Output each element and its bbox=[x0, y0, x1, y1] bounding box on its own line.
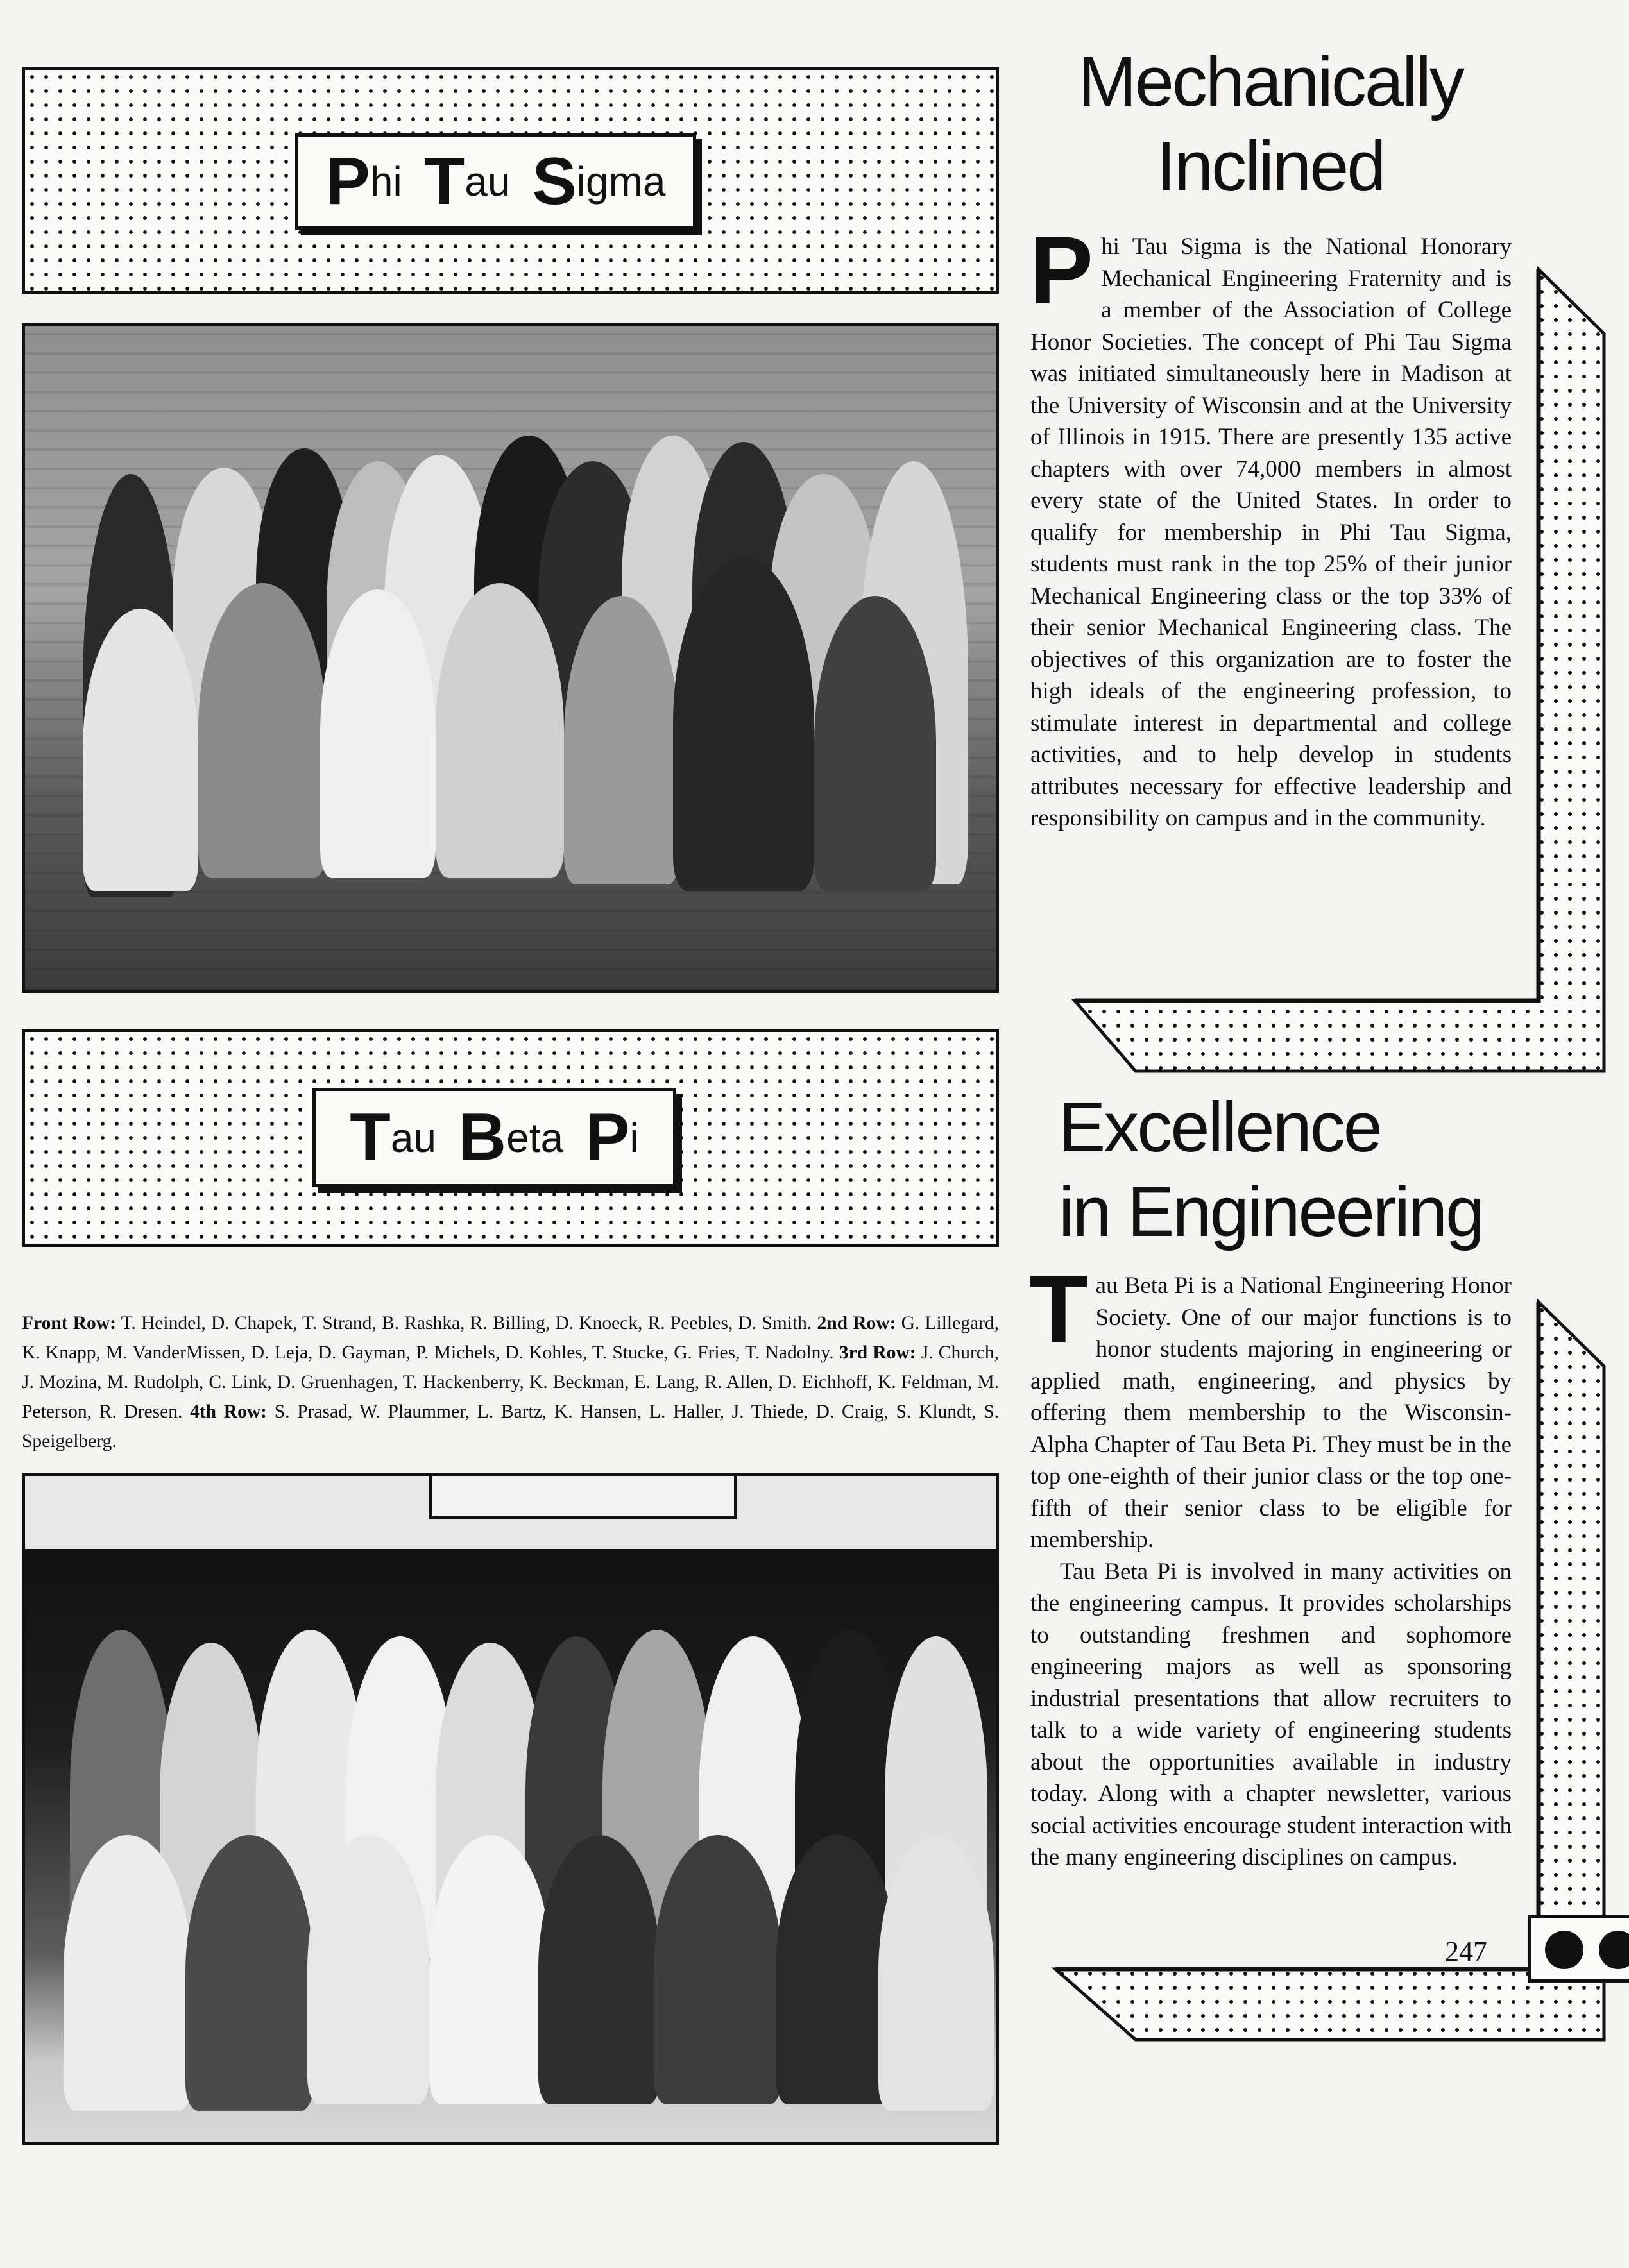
photo-person bbox=[185, 1835, 314, 2111]
tau-beta-pi-paragraph-2: Tau Beta Pi is involved in many activities on the engineering campus. It provides scholarships to outstanding freshmen and sophomore engineering majors as well as sponsoring industrial presentations that allow recruiters to talk to a wide variety of engineering students about the opportunities available in industry today. Along with a chapter newsletter, various social activities encourage student interaction with the many engineering disciplines on campus. bbox=[1030, 1558, 1512, 1870]
phi-tau-sigma-photo-caption: Front Row: T. Heindel, D. Chapek, T. Strand, B. Rashka, R. Billing, D. Knoeck, R. Peebles, D. Smith. 2nd Row: G. Lillegard, K. Knapp, M. VanderMissen, D. Leja, D. Gayman, P. Michels, D. Kohles, T. Stucke, G. Fries, T. Nadolny. 3rd Row: J. Church, J. Mozina, M. Rudolph, C. Link, D. Gruenhagen, T. Hackenberry, K. Beckman, E. Lang, R. Allen, D. Eichhoff, K. Feldman, M. Peterson, R. Dresen. 4th Row: S. Prasad, W. Plaummer, L. Bartz, K. Hansen, L. Haller, J. Thiede, D. Craig, S. Klundt, S. Speigelberg. bbox=[22, 1313, 1000, 1451]
page-number: 247 bbox=[1445, 1936, 1487, 1967]
photo-frame-sign bbox=[429, 1476, 737, 1519]
tau-beta-pi-headline: Excellence in Engineering bbox=[1059, 1088, 1483, 1251]
phi-tau-sigma-label: P hi T au S igma bbox=[295, 133, 696, 230]
tau-beta-pi-article bbox=[1029, 1255, 1512, 1874]
photo-person bbox=[564, 596, 679, 884]
drop-cap: T bbox=[1029, 1255, 1088, 1363]
photo-person bbox=[320, 589, 436, 878]
photo-person bbox=[83, 609, 198, 891]
photo-person bbox=[814, 596, 936, 891]
phi-tau-sigma-group-photo bbox=[22, 323, 999, 993]
photo-person bbox=[436, 583, 564, 878]
drop-cap: P bbox=[1029, 216, 1094, 324]
phi-tau-sigma-article: P hi Tau Sigma is the National Honorary Mechanical Engineering Fraternity and is a member of the Association of College Honor Societies. The concept of Phi Tau Sigma was initiated simultaneously here in Madison at the University of Wisconsin and at the University of Illinois in 1915. There are presently 135 active chapters with over 74,000 members in almost every state of the United States. In order to qualify for membership in Phi Tau Sigma, students must rank in the top 25% of their junior Mechanical Engineering class or the top 33% of their senior Mechanical Engineering class. The objectives of this organization are to foster the high ideals of the engineering profession, to stimulate interest in departmental and college activities, and to help develop in students attributes necessary for effective leadership and responsibility on campus and in the community. bbox=[1029, 216, 1512, 831]
tau-beta-pi-group-photo bbox=[22, 1473, 999, 2145]
tab-dot-icon bbox=[1599, 1931, 1629, 1969]
photo-person bbox=[654, 1835, 782, 2104]
photo-person bbox=[538, 1835, 660, 2104]
photo-person bbox=[429, 1835, 551, 2104]
tau-beta-pi-paragraph-1: au Beta Pi is a National Engineering Honor Society. One of our major functions is to honor students majoring in engineering or applied math, engineering, and physics by offering them membership to the Wisconsin-Alpha Chapter of Tau Beta Pi. They must be in the top one-eighth of their junior class or the top one-fifth of their senior class to be eligible for membership. bbox=[1030, 1273, 1512, 1553]
photo-person bbox=[64, 1835, 192, 2111]
tab-dot-icon bbox=[1545, 1931, 1583, 1969]
page-tab bbox=[1528, 1915, 1629, 1983]
tau-beta-pi-label: T au B eta P i bbox=[312, 1088, 676, 1187]
photo-person bbox=[307, 1835, 429, 2104]
photo-person bbox=[878, 1835, 994, 2111]
phi-tau-sigma-headline: Mechanically Inclined bbox=[1078, 42, 1463, 206]
photo-person bbox=[198, 583, 327, 878]
photo-person bbox=[673, 557, 814, 891]
